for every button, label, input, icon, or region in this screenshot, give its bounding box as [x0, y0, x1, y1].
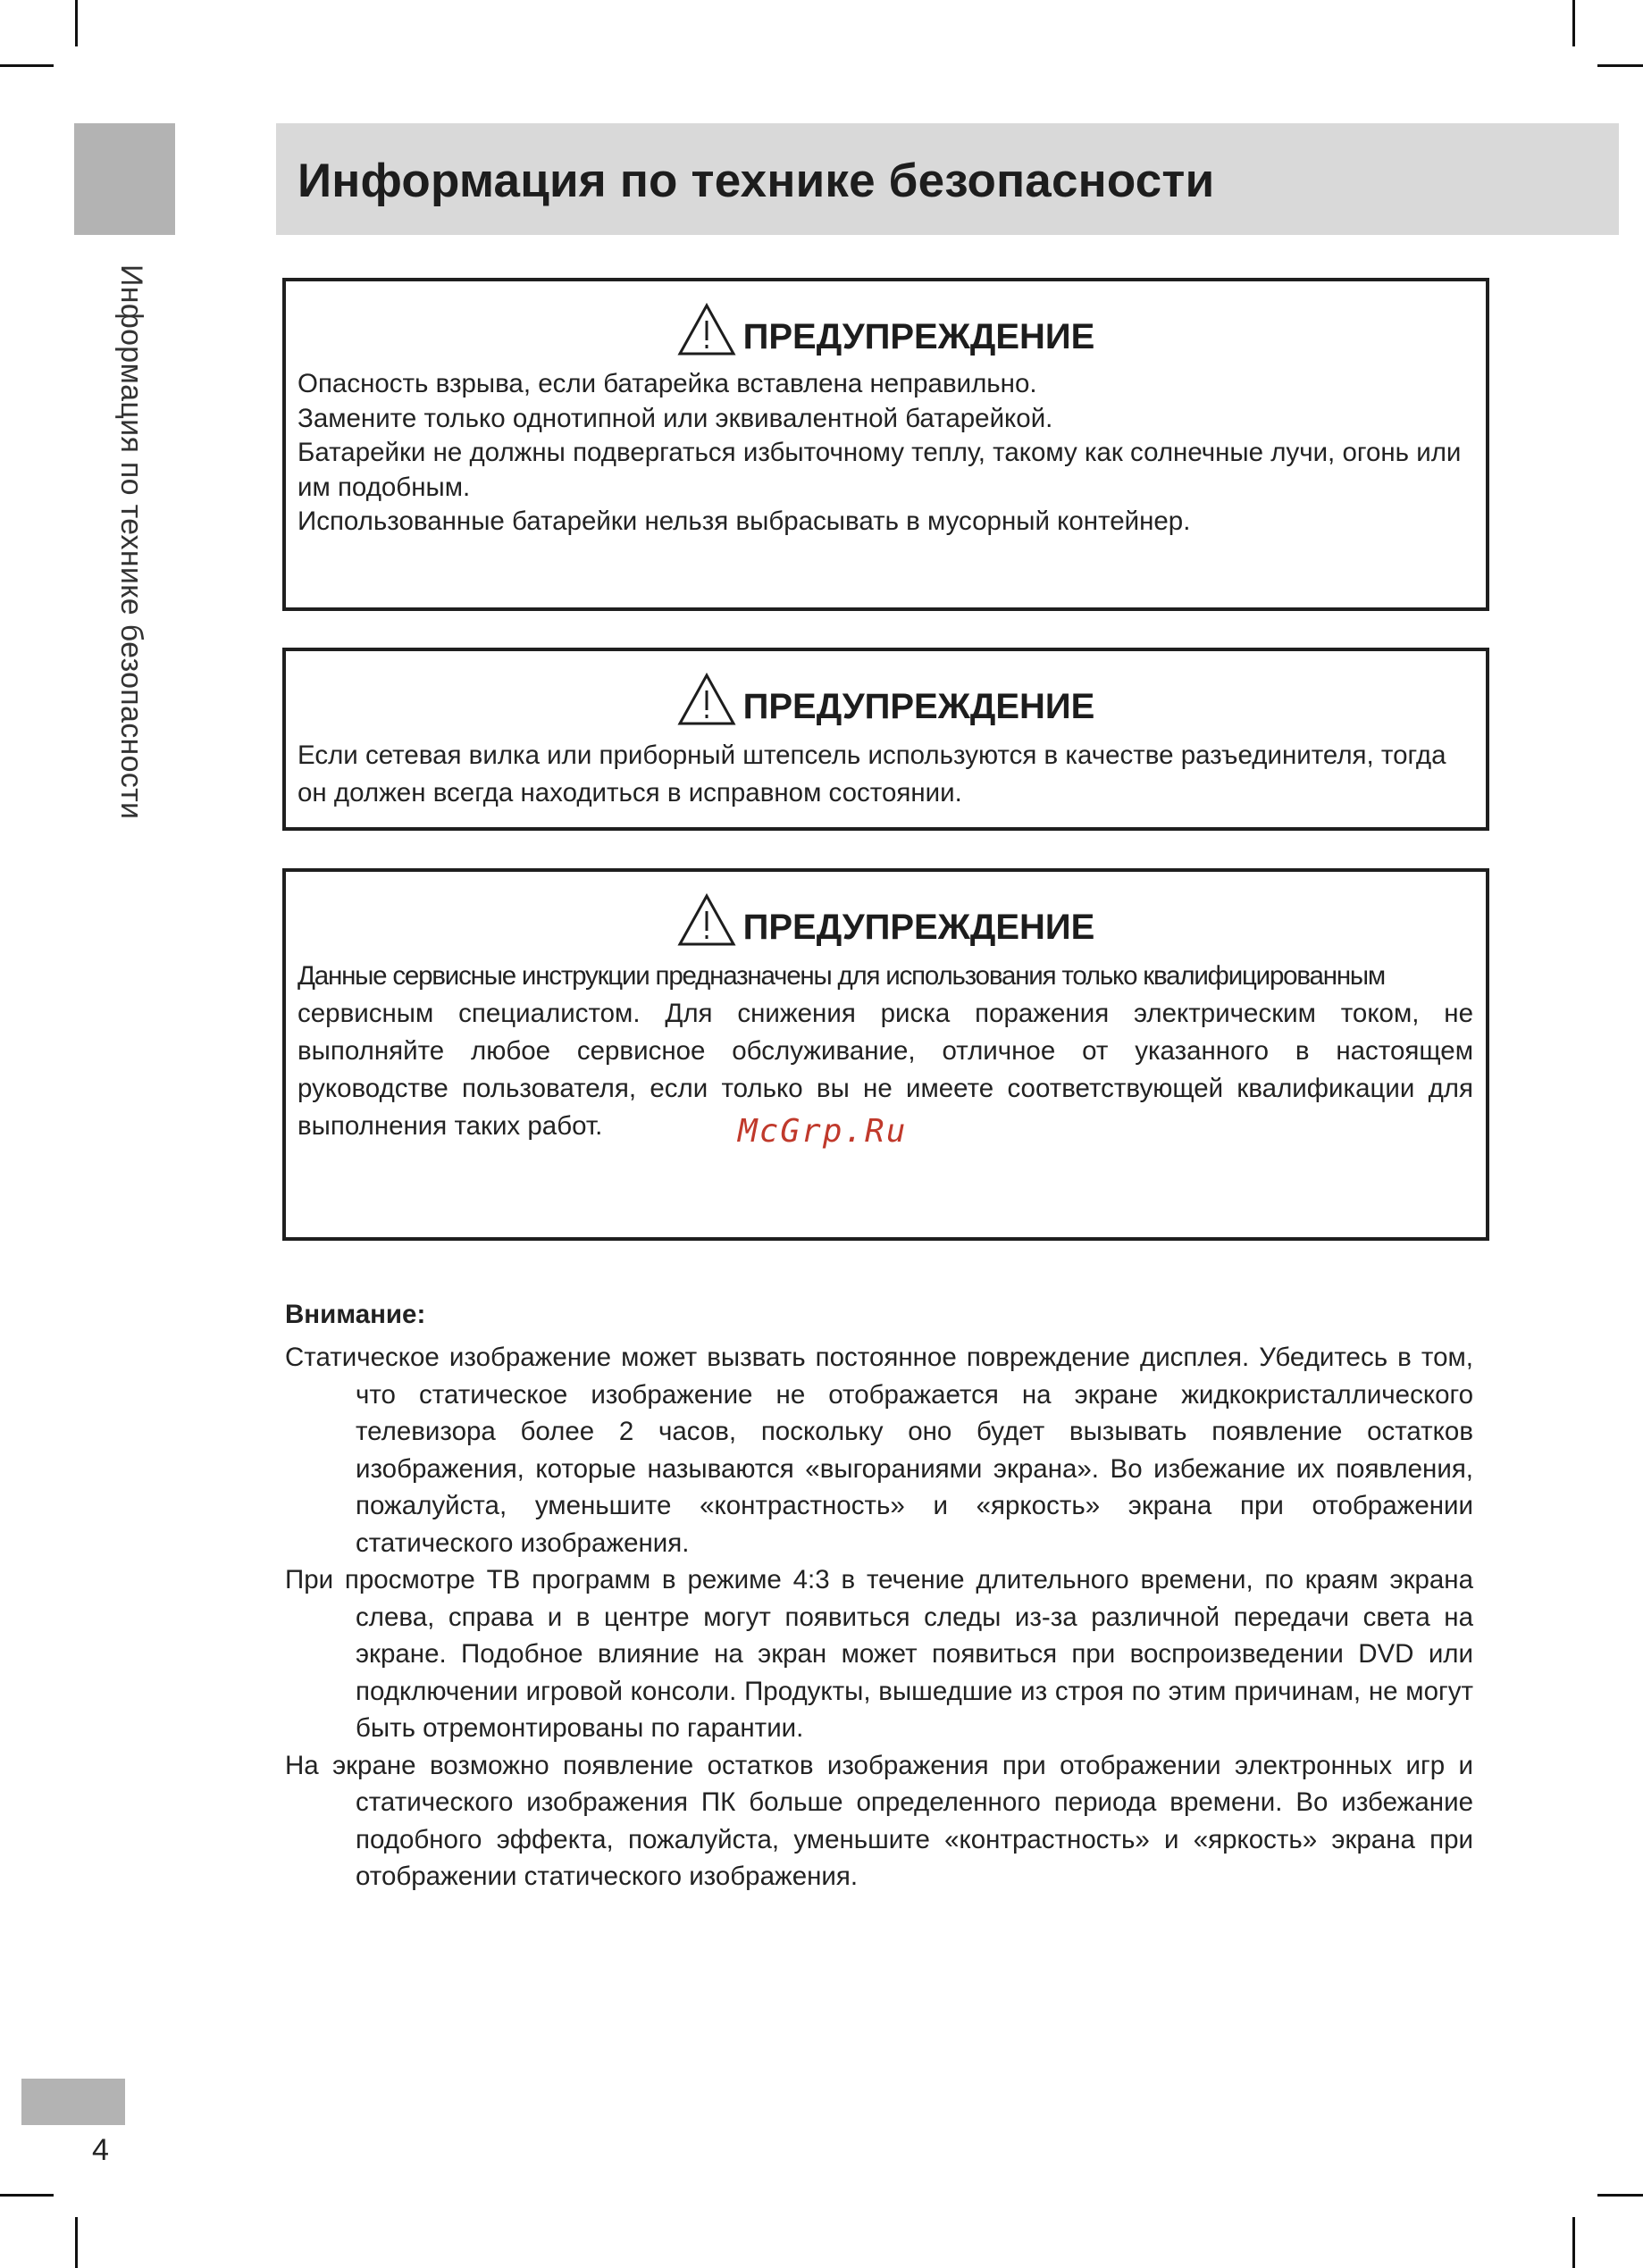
page-number-tab [21, 2079, 125, 2125]
notice-paragraph: Статическое изображение может вызвать постоянное повреждение дисплея. Убедитесь в том, что статическое изображение не отображается на экране жидкокристаллического телевизора более 2 часов, поскольку оно будет вызывать появление остатков изображения, которые называются «выгораниями экрана». Во избежание их появления, пожалуйста, уменьшите «контрастность» и «яркость» экрана при отображении статического изображения. [285, 1343, 1473, 1558]
page-number: 4 [92, 2133, 109, 2167]
warning-heading: ПРЕДУПРЕЖДЕНИЕ [742, 317, 1095, 356]
crop-mark [1597, 2194, 1643, 2197]
crop-mark [1572, 2217, 1575, 2268]
watermark-text: McGrp.Ru [738, 1113, 908, 1150]
warning-box-service [282, 868, 1489, 1241]
warning-line: Данные сервисные инструкции предназначены для использования только квалифицированным [298, 961, 1385, 991]
warning-header [286, 891, 1486, 947]
notice-section [285, 1300, 1473, 1896]
warning-header [286, 671, 1486, 726]
notice-paragraph: На экране возможно появление остатков изображения при отображении электронных игр и статического изображения ПК больше определенного периода времени. Во избежание подобного эффекта, пожалуйста, уменьшите «контрастность» и «яркость» экрана при отображении статического изображения. [285, 1750, 1473, 1891]
notice-paragraph: При просмотре ТВ программ в режиме 4:3 в течение длительного времени, по краям экрана слева, справа и в центре могут появиться следы из-за различной передачи света на экране. Подобное влияние на экран может появиться при воспроизведении DVD или подключении игровой консоли. Продукты, вышедшие из строя по этим причинам, не могут быть отремонтированы по гарантии. [285, 1565, 1473, 1743]
crop-mark [0, 64, 54, 67]
warning-box-plug [282, 648, 1489, 831]
notice-heading: Внимание: [285, 1300, 426, 1329]
crop-mark [1597, 64, 1643, 67]
warning-line: Использованные батарейки нельзя выбрасывать в мусорный контейнер. [298, 506, 1191, 536]
warning-text [298, 737, 1473, 812]
warning-triangle-icon [677, 303, 736, 356]
warning-box-battery [282, 278, 1489, 611]
crop-mark [75, 2217, 78, 2268]
page-title: Информация по технике безопасности [298, 155, 1215, 207]
warning-heading: ПРЕДУПРЕЖДЕНИЕ [742, 908, 1095, 947]
warning-line: Батарейки не должны подвергаться избыточному теплу, такому как солнечные лучи, огонь или им подобным. [298, 438, 1462, 502]
crop-mark [75, 0, 78, 46]
crop-mark [0, 2194, 54, 2197]
warning-line: Если сетевая вилка или приборный штепсель используются в качестве разъединителя, тогда он должен всегда находиться в исправном состоянии. [298, 741, 1446, 808]
warning-text [298, 367, 1473, 540]
side-section-label: Информация по технике безопасности [114, 264, 148, 820]
warning-paragraph: сервисным специалистом. Для снижения риска поражения электрическим током, не выполняйте любое сервисное обслуживание, отличное от указанного в настоящем руководстве пользователя, если только вы не имеете соответствующей квалификации для выполнения таких работ. [298, 999, 1473, 1141]
title-band [276, 123, 1619, 235]
warning-triangle-icon [677, 673, 736, 726]
crop-mark [1572, 0, 1575, 46]
warning-header [286, 301, 1486, 356]
warning-line: Опасность взрыва, если батарейка вставлена неправильно. [298, 369, 1037, 398]
warning-triangle-icon [677, 893, 736, 947]
side-tab-marker [74, 123, 175, 235]
warning-heading: ПРЕДУПРЕЖДЕНИЕ [742, 687, 1095, 726]
warning-line: Замените только однотипной или эквивалентной батарейкой. [298, 403, 1053, 433]
